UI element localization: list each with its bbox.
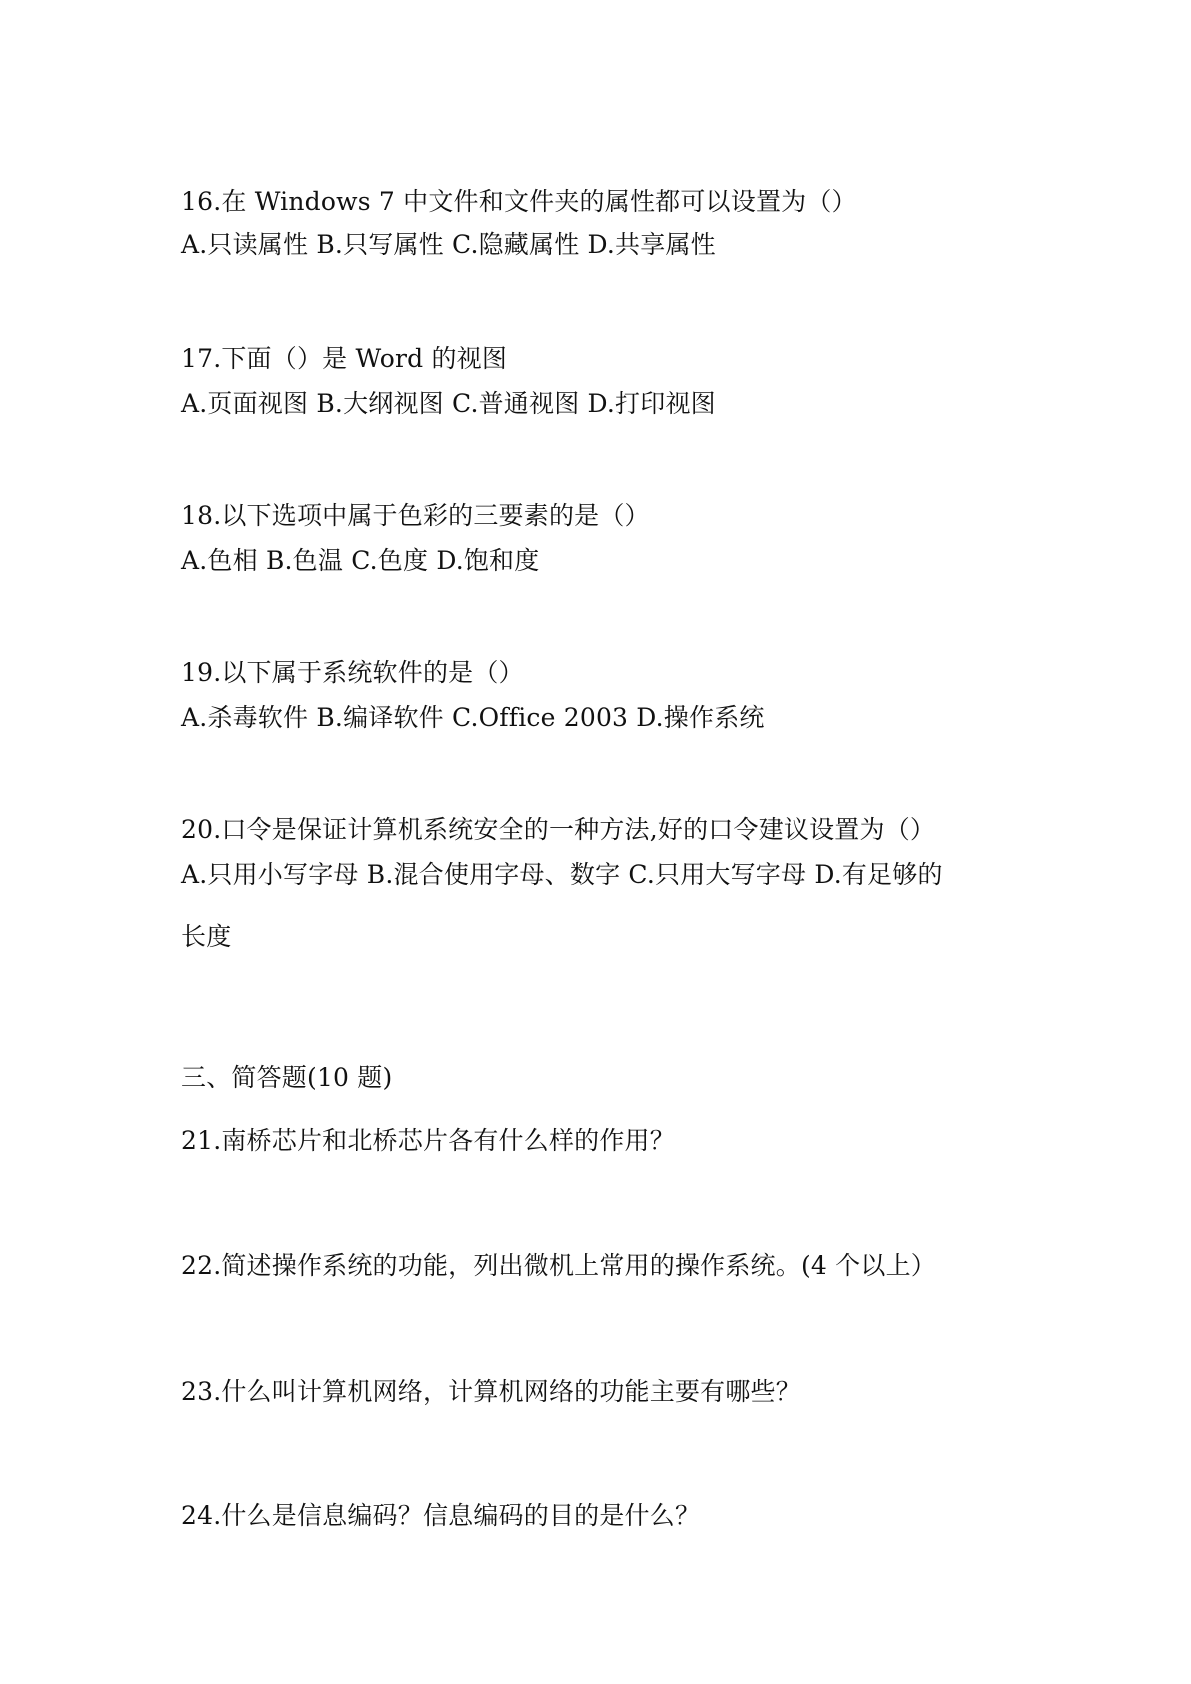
question-19-stem: 19.以下属于系统软件的是（） <box>181 658 524 687</box>
question-18-options: A.色相 B.色温 C.色度 D.饱和度 <box>181 546 540 575</box>
question-16-options: A.只读属性 B.只写属性 C.隐藏属性 D.共享属性 <box>181 230 716 259</box>
question-18-stem: 18.以下选项中属于色彩的三要素的是（） <box>181 501 650 530</box>
question-19-options: A.杀毒软件 B.编译软件 C.Office 2003 D.操作系统 <box>181 703 765 732</box>
question-17-stem: 17.下面（）是 Word 的视图 <box>181 344 508 373</box>
question-23: 23.什么叫计算机网络，计算机网络的功能主要有哪些？ <box>181 1377 801 1406</box>
question-17-options: A.页面视图 B.大纲视图 C.普通视图 D.打印视图 <box>181 389 716 418</box>
question-20-stem: 20.口令是保证计算机系统安全的一种方法,好的口令建议设置为（） <box>181 815 936 844</box>
section-heading: 三、简答题(10 题) <box>181 1063 393 1092</box>
question-20-options-continued: 长度 <box>181 922 232 951</box>
question-20-options: A.只用小写字母 B.混合使用字母、数字 C.只用大写字母 D.有足够的 <box>181 860 943 889</box>
question-24: 24.什么是信息编码？信息编码的目的是什么？ <box>181 1501 701 1530</box>
question-22: 22.简述操作系统的功能，列出微机上常用的操作系统。(4 个以上） <box>181 1251 936 1280</box>
question-16-stem: 16.在 Windows 7 中文件和文件夹的属性都可以设置为（） <box>181 187 857 216</box>
question-21: 21.南桥芯片和北桥芯片各有什么样的作用？ <box>181 1126 675 1155</box>
